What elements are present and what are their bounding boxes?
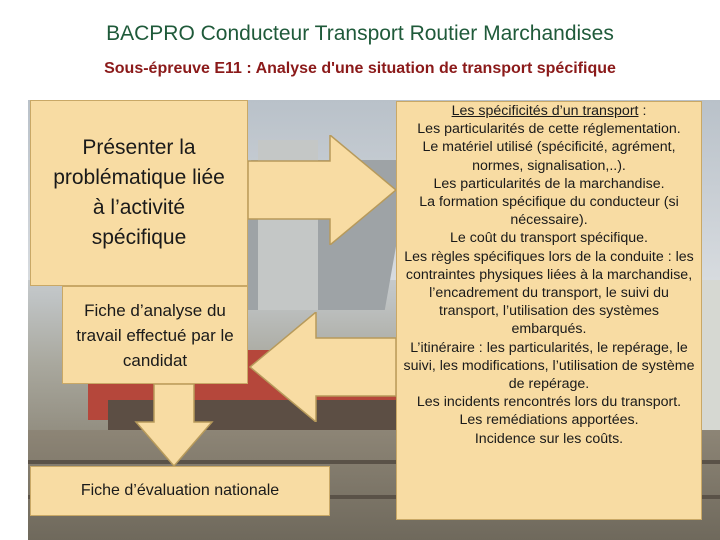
problem-statement-box <box>30 100 248 286</box>
arrow-left-icon <box>248 312 398 422</box>
specificity-item: Le coût du transport spécifique. <box>450 230 648 247</box>
slide-subtitle: Sous-épreuve E11 : Analyse d'une situation de transport spécifique <box>104 60 616 77</box>
work-analysis-text: Fiche d’analyse du travail effectué par le candidat <box>76 300 234 370</box>
work-analysis-box <box>62 286 248 384</box>
specificities-heading: Les spécificités d’un transport <box>451 103 639 119</box>
specificity-item: Les règles spécifiques lors de la conduite : les contraintes physiques liées à la marchandise, l’encadrement du transport, le suivi du transport, l’utilisation des systèmes embarqués. <box>404 248 694 338</box>
national-evaluation-text: Fiche d’évaluation nationale <box>80 482 280 499</box>
specificity-item: Les particularités de cette réglementation. <box>417 121 681 138</box>
arrow-down-icon <box>134 384 214 468</box>
slide-title: BACPRO Conducteur Transport Routier Marchandises <box>106 22 614 45</box>
specificity-item: Incidence sur les coûts. <box>474 430 624 447</box>
specificity-item: Le matériel utilisé (spécificité, agrément, normes, signalisation,..). <box>422 139 676 174</box>
specificity-item: La formation spécifique du conducteur (si nécessaire). <box>419 194 679 229</box>
specificity-item: Les remédiations apportées. <box>459 412 639 429</box>
specificity-item: L’itinéraire : les particularités, le repérage, le suivi, les modifications, l’utilisation de système de repérage. <box>403 339 695 393</box>
specificities-panel <box>396 101 702 520</box>
problem-statement-text: Présenter la problématique liée à l’activité spécifique <box>53 136 225 249</box>
arrow-right-icon <box>248 135 398 245</box>
specificity-item: Les particularités de la marchandise. <box>433 175 665 192</box>
specificity-item: Les incidents rencontrés lors du transport. <box>416 394 682 411</box>
national-evaluation-box <box>30 466 330 516</box>
specificities-heading-suffix: : <box>638 103 647 119</box>
specificities-heading-line <box>401 102 697 120</box>
